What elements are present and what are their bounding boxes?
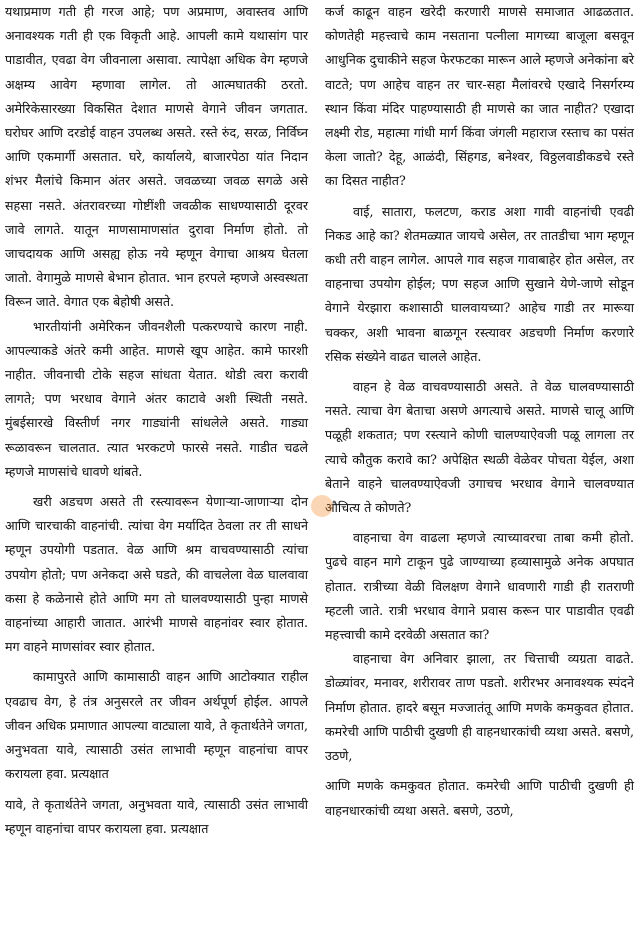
right-paragraph-5: वाहनाचा वेग अनिवार झाला, तर चित्ताची व्यग्रता वाढते. डोळ्यांवर, मनावर, शरीरावर ताण पडतो. शरीरभर अनावश्यक स्पंदने निर्माण होतात. हादरे बसून मज्जातंतू आणि मणके कमकुवत होतात. कमरेची आणि पाठीची दुखणी ही वाहनधारकांची व्यथा असते. बसणे, उठणे, [325,651,634,764]
left-paragraph-1: यथाप्रमाण गती ही गरज आहे; पण अप्रमाण, अवास्तव आणि अनावश्यक गती ही एक विकृती आहे. आपली कामे यथासांग पार पाडावीत, एवढा वेग जीवनाला असावा. त्यापेक्षा अधिक वेग म्हणजे अक्षम्य आवेग म्हणावा लागेल. तो आत्मघातकी ठरतो. अमेरिकेसारख्या विकसित देशात माणसे वेगाने जीवन जगतात. घरोघर आणि दरडोई वाहन उपलब्ध असते. रस्ते रुंद, सरळ, निर्विघ्न आणि एकमार्गी असतात. घरे, कार्यालये, बाजारपेठा यांत निदान शंभर मैलांचे किमान अंतर असते. जवळच्या जवळ सगळे असे सहसा नसते. अंतरावरच्या गोष्टींशी जवळीक साधण्यासाठी दूरवर जावे लागते. यातून माणसामाणसांत दुरावा निर्माण होतो. तो जाचदायक आणि असह्य होऊ नये म्हणून वेगाचा आश्रय घेतला जातो. वेगामुळे माणसे बेभान होतात. भान हरपले म्हणजे अस्वस्थता विरून जाते. वेगात एक बेहोषी असते. [5,4,308,310]
right-paragraph-2: वाई, सातारा, फलटण, कराड अशा गावी वाहनांची एवढी निकड आहे का? शेतमळ्यात जायचे असेल, तर तातडीचा भाग म्हणून कधी तरी वाहन लागेल. आपले गाव सहज गावाबाहेर होत असेल, तर वाहनाचा उपयोग होईल; पण सहज आणि सुखाने येणे-जाणे सोडून वेगाने येरझारा कशासाठी घालवायच्या? आहेच गाडी तर मारूया चक्कर, अशी भावना बाळगून रस्त्यावर अडचणी निर्माण करणारे रसिक संख्येने वाढत चालले आहेत. [325,203,634,364]
right-paragraph-1: कर्ज काढून वाहन खरेदी करणारी माणसे समाजात आढळतात. कोणतेही महत्त्वाचे काम नसताना पत्नीला मागच्या बाजूला बसवून आधुनिक दुचाकीने सहज फेरफटका मारून आले म्हणजे अनेकांना बरे वाटते; पण आहेच वाहन तर चार-सहा मैलांवरचे एखादे निसर्गरम्य स्थान किंवा मंदिर पाहण्यासाठी ही माणसे का जात नाहीत? एखादा लक्ष्मी रोड, महात्मा गांधी मार्ग किंवा जंगली महाराज रस्ताच का पसंत केला जातो? देहू, आळंदी, सिंहगड, बनेश्वर, विठ्ठलवाडीकडचे रस्ते का दिसत नाहीत? [325,4,634,189]
left-paragraph-2: भारतीयांनी अमेरिकन जीवनशैली पत्करण्याचे कारण नाही. आपल्याकडे अंतरे कमी आहेत. माणसे खूप आहेत. कामे फारशी नाहीत. जीवनाची टोके सहज सांधता येतात. थोडी त्वरा करावी लागते; पण भरधाव वेगाने अंतर काटावे अशी स्थिती नसते. मुंबईसारखे विस्तीर्ण नगर गाड्यांनी सांधलेले असते. गाड्या रूळावरून चालतात. त्यात भरकटणे फारसे नसते. गाडीत चढले म्हणजे माणसांचे धावणे थांबते. [5,318,308,479]
right-paragraph-3: वाहन हे वेळ वाचवण्यासाठी असते. ते वेळ घालवण्यासाठी नसते. त्याचा वेग बेताचा असणे अगत्याचे असते. माणसे चालू आणि पळूही शकतात; पण रस्त्याने कोणी चालण्याऐवजी पळू लागला तर त्याचे कौतुक करावे का? अपेक्षित स्थळी वेळेवर पोचता येईल, अशा बेताने वाहने चालवण्याऐवजी उगाचच भरधाव वेगाने चालवण्यात औचित्य ते कोणते? [325,379,634,516]
left-paragraph-4: कामापुरते आणि कामासाठी वाहन आणि आटोक्यात राहील एवढाच वेग, हे तंत्र अनुसरले तर जीवन अर्थपूर्ण होईल. आपले जीवन अधिक प्रमाणात आपल्या वाट्याला यावे, ते कृतार्थतेने जगता, अनुभवता यावे, त्यासाठी उसंत लाभावी म्हणून वाहनांचा वापर करायला हवा. प्रत्यक्षात [5,669,308,782]
right-column [317,0,640,926]
right-paragraph-4: वाहनाचा वेग वाढला म्हणजे त्याच्यावरचा ताबा कमी होतो. पुढचे वाहन मागे टाकून पुढे जाण्याच्या हव्यासामुळे अनेक अपघात होतात. रात्रीच्या वेळी विलक्षण वेगाने धावणारी गाडी ही रातराणी म्हटली जाते. रात्री भरधाव वेगाने प्रवास करून पार पाडावीत एवढी महत्त्वाची कामे दरवेळी असतात का? [325,530,634,643]
left-paragraph-5: यावे, ते कृतार्थतेने जगता, अनुभवता यावे, त्यासाठी उसंत लाभावी म्हणून वाहनांचा वापर करायला हवा. प्रत्यक्षात [5,796,308,836]
left-column [0,0,317,926]
right-paragraph-6: आणि मणके कमकुवत होतात. कमरेची आणि पाठीची दुखणी ही वाहनधारकांची व्यथा असते. बसणे, उठणे, [325,778,634,818]
left-paragraph-3: खरी अडचण असते ती रस्त्यावरून येणाऱ्या-जाणाऱ्या दोन आणि चारचाकी वाहनांची. त्यांचा वेग मर्यादित ठेवला तर ती साधने म्हणून उपयोगी पडतात. वेळ आणि श्रम वाचवण्यासाठी त्यांचा उपयोग होतो; पण अनेकदा असे घडते, की वाचलेला वेळ घालवावा कसा हे कळेनासे होते आणि मग तो घालवण्यासाठी पुन्हा माणसे वाहनांच्या आहारी जातात. आरंभी माणसे वाहनांवर स्वार होतात. मग वाहने माणसांवर स्वार होतात. [5,494,308,655]
